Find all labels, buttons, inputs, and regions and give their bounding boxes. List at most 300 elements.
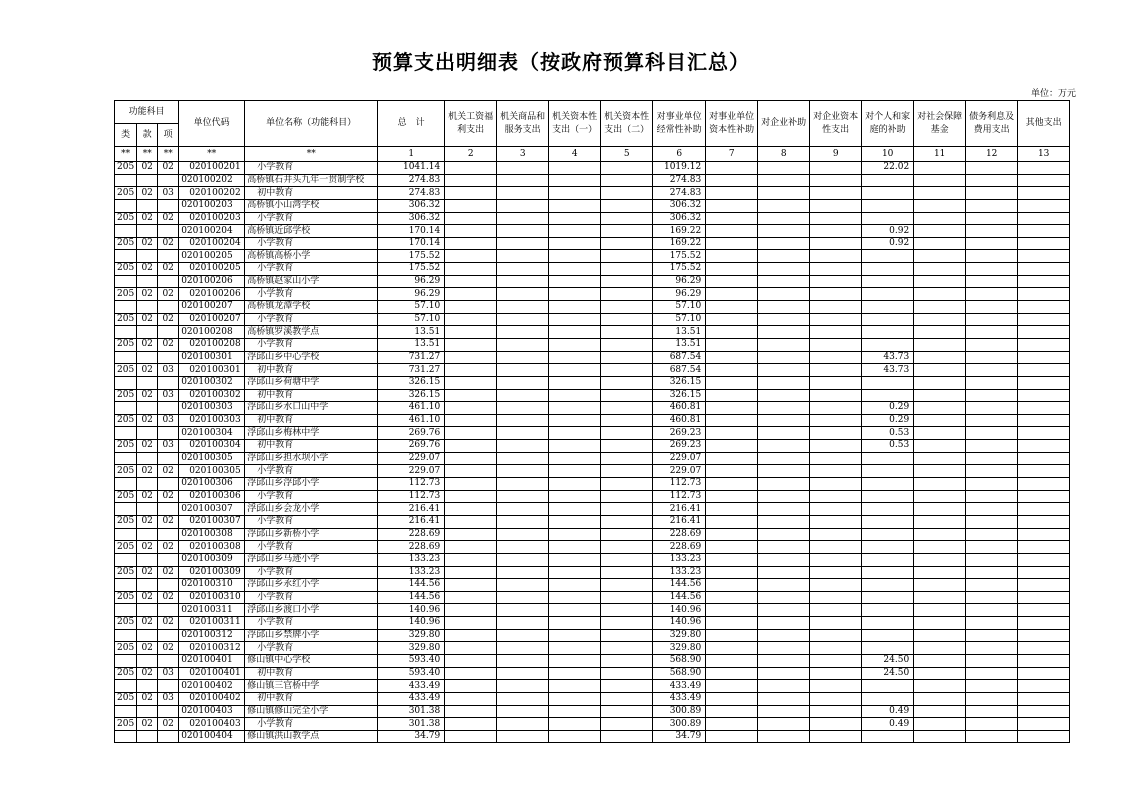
cell-col-12 <box>1018 478 1070 491</box>
cell-kuan: 02 <box>137 692 158 705</box>
cell-total: 274.83 <box>378 187 445 200</box>
cell-unit-name: 修山镇中心学校 <box>245 654 378 667</box>
cell-col-5: 133.23 <box>653 553 706 566</box>
cell-col-3 <box>549 680 601 693</box>
table-row <box>115 427 1070 440</box>
cell-col-11 <box>966 452 1018 465</box>
cell-unit-code: 020100308 <box>179 528 245 541</box>
table-row <box>115 250 1070 263</box>
table-row <box>115 604 1070 617</box>
cell-col-2 <box>497 225 549 238</box>
cell-col-7 <box>758 326 810 339</box>
cell-unit-name: 小学教育 <box>245 465 378 478</box>
cell-col-11 <box>966 389 1018 402</box>
cell-unit-name: 修山镇三官桥中学 <box>245 680 378 693</box>
table-row <box>115 642 1070 655</box>
cell-unit-code: 020100202 <box>179 187 245 200</box>
cell-col-3 <box>549 162 601 175</box>
cell-col-5: 228.69 <box>653 541 706 554</box>
cell-unit-name: 初中教育 <box>245 667 378 680</box>
cell-col-9 <box>862 263 914 276</box>
cell-col-10 <box>914 376 966 389</box>
cell-col-9 <box>862 478 914 491</box>
column-number: 9 <box>810 147 862 162</box>
cell-col-7 <box>758 654 810 667</box>
cell-kuan <box>137 478 158 491</box>
cell-col-4 <box>601 718 653 731</box>
cell-col-9 <box>862 553 914 566</box>
cell-total: 229.07 <box>378 465 445 478</box>
cell-col-2 <box>497 414 549 427</box>
cell-col-6 <box>706 629 758 642</box>
cell-unit-name: 小学教育 <box>245 288 378 301</box>
cell-col-5: 274.83 <box>653 174 706 187</box>
cell-col-6 <box>706 364 758 377</box>
cell-col-3 <box>549 427 601 440</box>
cell-unit-code: 020100302 <box>179 376 245 389</box>
cell-total: 228.69 <box>378 528 445 541</box>
cell-col-1 <box>445 503 497 516</box>
cell-unit-code: 020100306 <box>179 490 245 503</box>
cell-total: 57.10 <box>378 313 445 326</box>
cell-col-12 <box>1018 553 1070 566</box>
cell-kuan <box>137 579 158 592</box>
cell-col-8 <box>810 692 862 705</box>
cell-col-2 <box>497 730 549 743</box>
cell-col-9: 43.73 <box>862 351 914 364</box>
cell-total: 1041.14 <box>378 162 445 175</box>
cell-kuan: 02 <box>137 338 158 351</box>
cell-col-12 <box>1018 364 1070 377</box>
cell-col-4 <box>601 250 653 263</box>
header-col-1: 机关工资福利支出 <box>445 101 497 147</box>
cell-col-10 <box>914 718 966 731</box>
cell-col-7 <box>758 351 810 364</box>
cell-total: 34.79 <box>378 730 445 743</box>
cell-total: 731.27 <box>378 364 445 377</box>
cell-col-5: 274.83 <box>653 187 706 200</box>
header-func-subject: 功能科目 <box>115 101 179 124</box>
cell-col-2 <box>497 427 549 440</box>
cell-col-4 <box>601 515 653 528</box>
cell-col-2 <box>497 503 549 516</box>
cell-col-10 <box>914 440 966 453</box>
cell-unit-name: 浮邱山乡梅林中学 <box>245 427 378 440</box>
cell-col-4 <box>601 465 653 478</box>
cell-col-11 <box>966 338 1018 351</box>
cell-col-2 <box>497 654 549 667</box>
cell-col-10 <box>914 591 966 604</box>
table-row <box>115 225 1070 238</box>
cell-col-5: 96.29 <box>653 288 706 301</box>
cell-total: 175.52 <box>378 263 445 276</box>
cell-col-7 <box>758 301 810 314</box>
cell-col-11 <box>966 351 1018 364</box>
cell-col-2 <box>497 389 549 402</box>
cell-col-3 <box>549 604 601 617</box>
cell-lei: 205 <box>115 263 137 276</box>
cell-col-5: 169.22 <box>653 225 706 238</box>
cell-unit-name: 浮邱山乡新桥小学 <box>245 528 378 541</box>
cell-col-1 <box>445 351 497 364</box>
cell-col-2 <box>497 452 549 465</box>
cell-kuan <box>137 553 158 566</box>
column-number: ** <box>179 147 245 162</box>
cell-xiang <box>158 452 179 465</box>
cell-xiang: 02 <box>158 288 179 301</box>
cell-col-5: 96.29 <box>653 275 706 288</box>
cell-lei <box>115 427 137 440</box>
cell-col-1 <box>445 654 497 667</box>
cell-unit-name: 初中教育 <box>245 389 378 402</box>
cell-unit-name: 浮邱山乡担水坝小学 <box>245 452 378 465</box>
cell-total: 140.96 <box>378 604 445 617</box>
table-row <box>115 288 1070 301</box>
cell-col-12 <box>1018 604 1070 617</box>
cell-col-11 <box>966 541 1018 554</box>
header-col-9: 对个人和家庭的补助 <box>862 101 914 147</box>
cell-col-1 <box>445 162 497 175</box>
cell-lei <box>115 629 137 642</box>
cell-unit-code: 020100402 <box>179 692 245 705</box>
cell-col-7 <box>758 389 810 402</box>
cell-col-10 <box>914 427 966 440</box>
cell-col-7 <box>758 503 810 516</box>
cell-col-10 <box>914 326 966 339</box>
cell-col-8 <box>810 654 862 667</box>
cell-col-9 <box>862 338 914 351</box>
cell-col-6 <box>706 566 758 579</box>
cell-unit-name: 小学教育 <box>245 313 378 326</box>
cell-col-11 <box>966 629 1018 642</box>
cell-col-10 <box>914 629 966 642</box>
cell-col-4 <box>601 389 653 402</box>
cell-col-7 <box>758 313 810 326</box>
cell-unit-code: 020100312 <box>179 642 245 655</box>
table-row <box>115 212 1070 225</box>
cell-kuan: 02 <box>137 515 158 528</box>
cell-kuan <box>137 427 158 440</box>
cell-col-5: 433.49 <box>653 680 706 693</box>
cell-xiang <box>158 351 179 364</box>
cell-xiang: 02 <box>158 617 179 630</box>
cell-col-7 <box>758 275 810 288</box>
cell-kuan: 02 <box>137 313 158 326</box>
cell-col-1 <box>445 402 497 415</box>
table-row <box>115 174 1070 187</box>
cell-xiang: 02 <box>158 263 179 276</box>
cell-col-11 <box>966 174 1018 187</box>
cell-lei: 205 <box>115 187 137 200</box>
cell-col-9 <box>862 174 914 187</box>
column-number-row <box>115 147 1070 162</box>
cell-col-12 <box>1018 528 1070 541</box>
cell-col-8 <box>810 566 862 579</box>
cell-col-12 <box>1018 174 1070 187</box>
cell-col-1 <box>445 579 497 592</box>
cell-col-11 <box>966 604 1018 617</box>
cell-col-8 <box>810 503 862 516</box>
cell-xiang: 02 <box>158 237 179 250</box>
cell-col-4 <box>601 427 653 440</box>
cell-lei <box>115 654 137 667</box>
cell-col-3 <box>549 667 601 680</box>
cell-lei <box>115 478 137 491</box>
cell-col-3 <box>549 199 601 212</box>
cell-col-10 <box>914 705 966 718</box>
cell-col-6 <box>706 680 758 693</box>
cell-col-9: 0.53 <box>862 427 914 440</box>
cell-col-4 <box>601 313 653 326</box>
header-col-6: 对事业单位资本性补助 <box>706 101 758 147</box>
cell-col-9: 0.29 <box>862 402 914 415</box>
cell-col-9 <box>862 212 914 225</box>
header-col-11: 债务利息及费用支出 <box>966 101 1018 147</box>
cell-col-7 <box>758 579 810 592</box>
cell-xiang: 02 <box>158 566 179 579</box>
cell-col-2 <box>497 313 549 326</box>
cell-unit-code: 020100205 <box>179 263 245 276</box>
cell-col-12 <box>1018 730 1070 743</box>
cell-col-1 <box>445 263 497 276</box>
cell-col-4 <box>601 642 653 655</box>
cell-kuan: 02 <box>137 414 158 427</box>
cell-col-10 <box>914 617 966 630</box>
cell-col-8 <box>810 212 862 225</box>
cell-unit-code: 020100304 <box>179 427 245 440</box>
cell-unit-name: 初中教育 <box>245 414 378 427</box>
cell-kuan <box>137 301 158 314</box>
cell-col-1 <box>445 301 497 314</box>
cell-col-6 <box>706 288 758 301</box>
cell-col-7 <box>758 162 810 175</box>
cell-col-2 <box>497 629 549 642</box>
cell-kuan <box>137 503 158 516</box>
cell-lei: 205 <box>115 566 137 579</box>
cell-col-4 <box>601 528 653 541</box>
table-row <box>115 629 1070 642</box>
cell-unit-code: 020100207 <box>179 301 245 314</box>
column-number: 12 <box>966 147 1018 162</box>
cell-col-6 <box>706 705 758 718</box>
cell-col-3 <box>549 654 601 667</box>
cell-unit-name: 小学教育 <box>245 642 378 655</box>
cell-col-3 <box>549 730 601 743</box>
table-row <box>115 237 1070 250</box>
cell-col-11 <box>966 301 1018 314</box>
cell-col-2 <box>497 351 549 364</box>
cell-col-6 <box>706 642 758 655</box>
cell-unit-name: 初中教育 <box>245 364 378 377</box>
cell-col-12 <box>1018 705 1070 718</box>
cell-col-8 <box>810 427 862 440</box>
cell-col-5: 140.96 <box>653 617 706 630</box>
cell-col-3 <box>549 440 601 453</box>
table-row <box>115 313 1070 326</box>
cell-col-10 <box>914 579 966 592</box>
cell-col-9 <box>862 313 914 326</box>
cell-col-10 <box>914 503 966 516</box>
cell-xiang: 03 <box>158 692 179 705</box>
table-row <box>115 263 1070 276</box>
cell-col-10 <box>914 212 966 225</box>
cell-col-3 <box>549 288 601 301</box>
cell-col-12 <box>1018 642 1070 655</box>
cell-lei <box>115 250 137 263</box>
cell-col-10 <box>914 351 966 364</box>
cell-col-8 <box>810 199 862 212</box>
cell-col-12 <box>1018 275 1070 288</box>
cell-col-7 <box>758 541 810 554</box>
cell-col-8 <box>810 553 862 566</box>
cell-col-9 <box>862 452 914 465</box>
cell-col-1 <box>445 376 497 389</box>
cell-total: 433.49 <box>378 680 445 693</box>
cell-xiang: 02 <box>158 642 179 655</box>
cell-col-7 <box>758 402 810 415</box>
cell-xiang <box>158 427 179 440</box>
cell-col-3 <box>549 692 601 705</box>
cell-unit-name: 浮邱山乡永红小学 <box>245 579 378 592</box>
cell-col-1 <box>445 225 497 238</box>
cell-col-8 <box>810 667 862 680</box>
cell-unit-code: 020100402 <box>179 680 245 693</box>
cell-unit-name: 初中教育 <box>245 692 378 705</box>
cell-col-8 <box>810 680 862 693</box>
cell-kuan: 02 <box>137 389 158 402</box>
cell-col-6 <box>706 730 758 743</box>
table-row <box>115 376 1070 389</box>
column-number: 1 <box>378 147 445 162</box>
cell-total: 228.69 <box>378 541 445 554</box>
cell-col-9 <box>862 579 914 592</box>
cell-col-10 <box>914 730 966 743</box>
cell-xiang: 02 <box>158 162 179 175</box>
cell-col-4 <box>601 263 653 276</box>
cell-col-6 <box>706 313 758 326</box>
cell-col-9: 43.73 <box>862 364 914 377</box>
cell-col-9 <box>862 275 914 288</box>
cell-col-9 <box>862 389 914 402</box>
cell-unit-name: 修山镇修山完全小学 <box>245 705 378 718</box>
cell-col-7 <box>758 199 810 212</box>
cell-col-10 <box>914 162 966 175</box>
cell-col-9 <box>862 617 914 630</box>
cell-col-10 <box>914 313 966 326</box>
cell-col-12 <box>1018 301 1070 314</box>
cell-kuan <box>137 326 158 339</box>
cell-col-3 <box>549 591 601 604</box>
cell-total: 593.40 <box>378 667 445 680</box>
table-row <box>115 389 1070 402</box>
cell-col-12 <box>1018 263 1070 276</box>
cell-col-12 <box>1018 718 1070 731</box>
cell-col-2 <box>497 174 549 187</box>
cell-col-4 <box>601 654 653 667</box>
cell-kuan: 02 <box>137 263 158 276</box>
cell-col-1 <box>445 427 497 440</box>
cell-unit-code: 020100302 <box>179 389 245 402</box>
cell-col-3 <box>549 364 601 377</box>
cell-total: 13.51 <box>378 338 445 351</box>
cell-total: 216.41 <box>378 503 445 516</box>
cell-col-5: 229.07 <box>653 452 706 465</box>
cell-col-1 <box>445 591 497 604</box>
cell-col-5: 306.32 <box>653 199 706 212</box>
cell-col-2 <box>497 288 549 301</box>
cell-total: 144.56 <box>378 591 445 604</box>
cell-col-12 <box>1018 503 1070 516</box>
cell-total: 329.80 <box>378 629 445 642</box>
cell-col-7 <box>758 515 810 528</box>
cell-unit-name: 浮邱山乡禁牌小学 <box>245 629 378 642</box>
cell-col-12 <box>1018 326 1070 339</box>
cell-col-2 <box>497 338 549 351</box>
cell-col-10 <box>914 338 966 351</box>
cell-col-7 <box>758 414 810 427</box>
cell-col-12 <box>1018 288 1070 301</box>
cell-lei: 205 <box>115 718 137 731</box>
cell-col-4 <box>601 338 653 351</box>
cell-col-4 <box>601 503 653 516</box>
cell-col-4 <box>601 162 653 175</box>
cell-lei: 205 <box>115 440 137 453</box>
cell-unit-name: 高桥镇赵家山小学 <box>245 275 378 288</box>
cell-kuan <box>137 680 158 693</box>
cell-col-10 <box>914 654 966 667</box>
cell-col-2 <box>497 579 549 592</box>
cell-lei <box>115 351 137 364</box>
cell-lei <box>115 553 137 566</box>
cell-unit-code: 020100205 <box>179 250 245 263</box>
cell-unit-name: 浮邱山乡马迹小学 <box>245 553 378 566</box>
cell-col-4 <box>601 351 653 364</box>
cell-col-11 <box>966 237 1018 250</box>
cell-col-4 <box>601 174 653 187</box>
cell-kuan: 02 <box>137 237 158 250</box>
cell-col-10 <box>914 187 966 200</box>
cell-col-11 <box>966 680 1018 693</box>
cell-col-7 <box>758 250 810 263</box>
cell-unit-name: 小学教育 <box>245 515 378 528</box>
cell-col-2 <box>497 692 549 705</box>
cell-col-9 <box>862 692 914 705</box>
cell-kuan: 02 <box>137 566 158 579</box>
cell-col-2 <box>497 718 549 731</box>
header-col-12: 其他支出 <box>1018 101 1070 147</box>
cell-col-4 <box>601 478 653 491</box>
cell-col-2 <box>497 680 549 693</box>
cell-col-6 <box>706 427 758 440</box>
table-row <box>115 465 1070 478</box>
cell-unit-name: 浮邱山乡会龙小学 <box>245 503 378 516</box>
cell-col-9 <box>862 465 914 478</box>
cell-col-9: 0.92 <box>862 237 914 250</box>
cell-col-8 <box>810 528 862 541</box>
cell-col-8 <box>810 515 862 528</box>
cell-col-8 <box>810 250 862 263</box>
cell-col-10 <box>914 465 966 478</box>
cell-col-11 <box>966 212 1018 225</box>
cell-col-7 <box>758 490 810 503</box>
cell-col-12 <box>1018 654 1070 667</box>
cell-col-12 <box>1018 351 1070 364</box>
cell-total: 133.23 <box>378 566 445 579</box>
cell-col-1 <box>445 389 497 402</box>
cell-total: 112.73 <box>378 478 445 491</box>
cell-kuan: 02 <box>137 642 158 655</box>
cell-col-4 <box>601 604 653 617</box>
